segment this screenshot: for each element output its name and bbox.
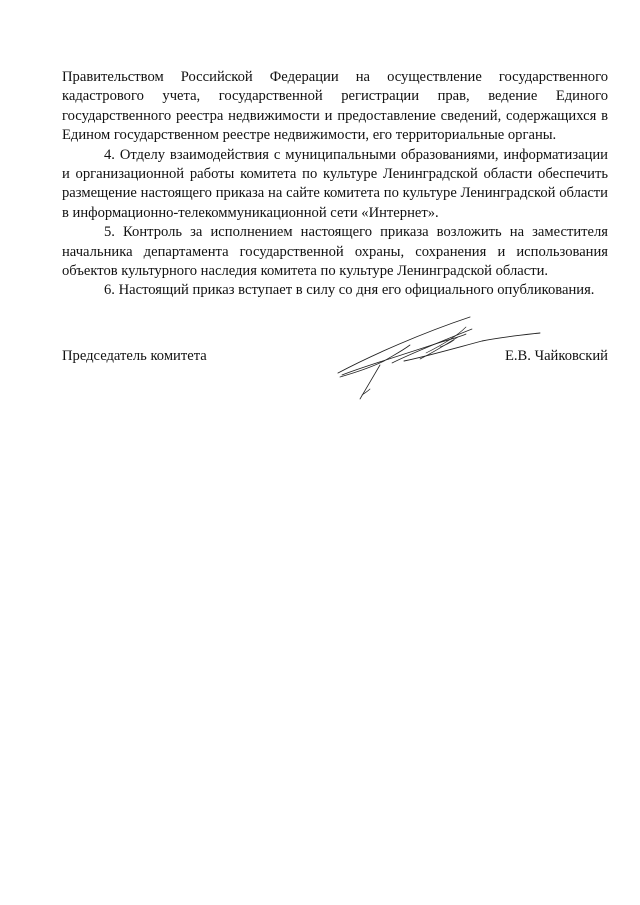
document-body <box>62 68 608 301</box>
paragraph-item-6: 6. Настоящий приказ вступает в силу со дня его официального опубликования. <box>104 282 595 299</box>
signature-block <box>62 345 608 415</box>
paragraph-item-4: 4. Отделу взаимодействия с муниципальными образованиями, информатизации и организационной работы комитета по культуре Ленинградской области обеспечить размещение настоящего приказа на сайте комитета по культуре Ленинградской области в информационно-телекоммуникационной сети «Интернет». <box>62 146 608 221</box>
paragraph-item-5: 5. Контроль за исполнением настоящего приказа возложить на заместителя начальника департамента государственной охраны, сохранения и использования объектов культурного наследия комитета по культуре Ленинградской области. <box>62 224 608 280</box>
paragraph-cadastral-bodies: Правительством Российской Федерации на осуществление государственного кадастрового учета, государственной регистрации прав, ведение Единого государственного реестра недвижимости и предоставление сведений, содержащихся в Едином государственном реестре недвижимости, его территориальные органы. <box>62 69 608 144</box>
signatory-name: Е.В. Чайковский <box>504 348 608 364</box>
signatory-position: Председатель комитета <box>62 348 207 364</box>
